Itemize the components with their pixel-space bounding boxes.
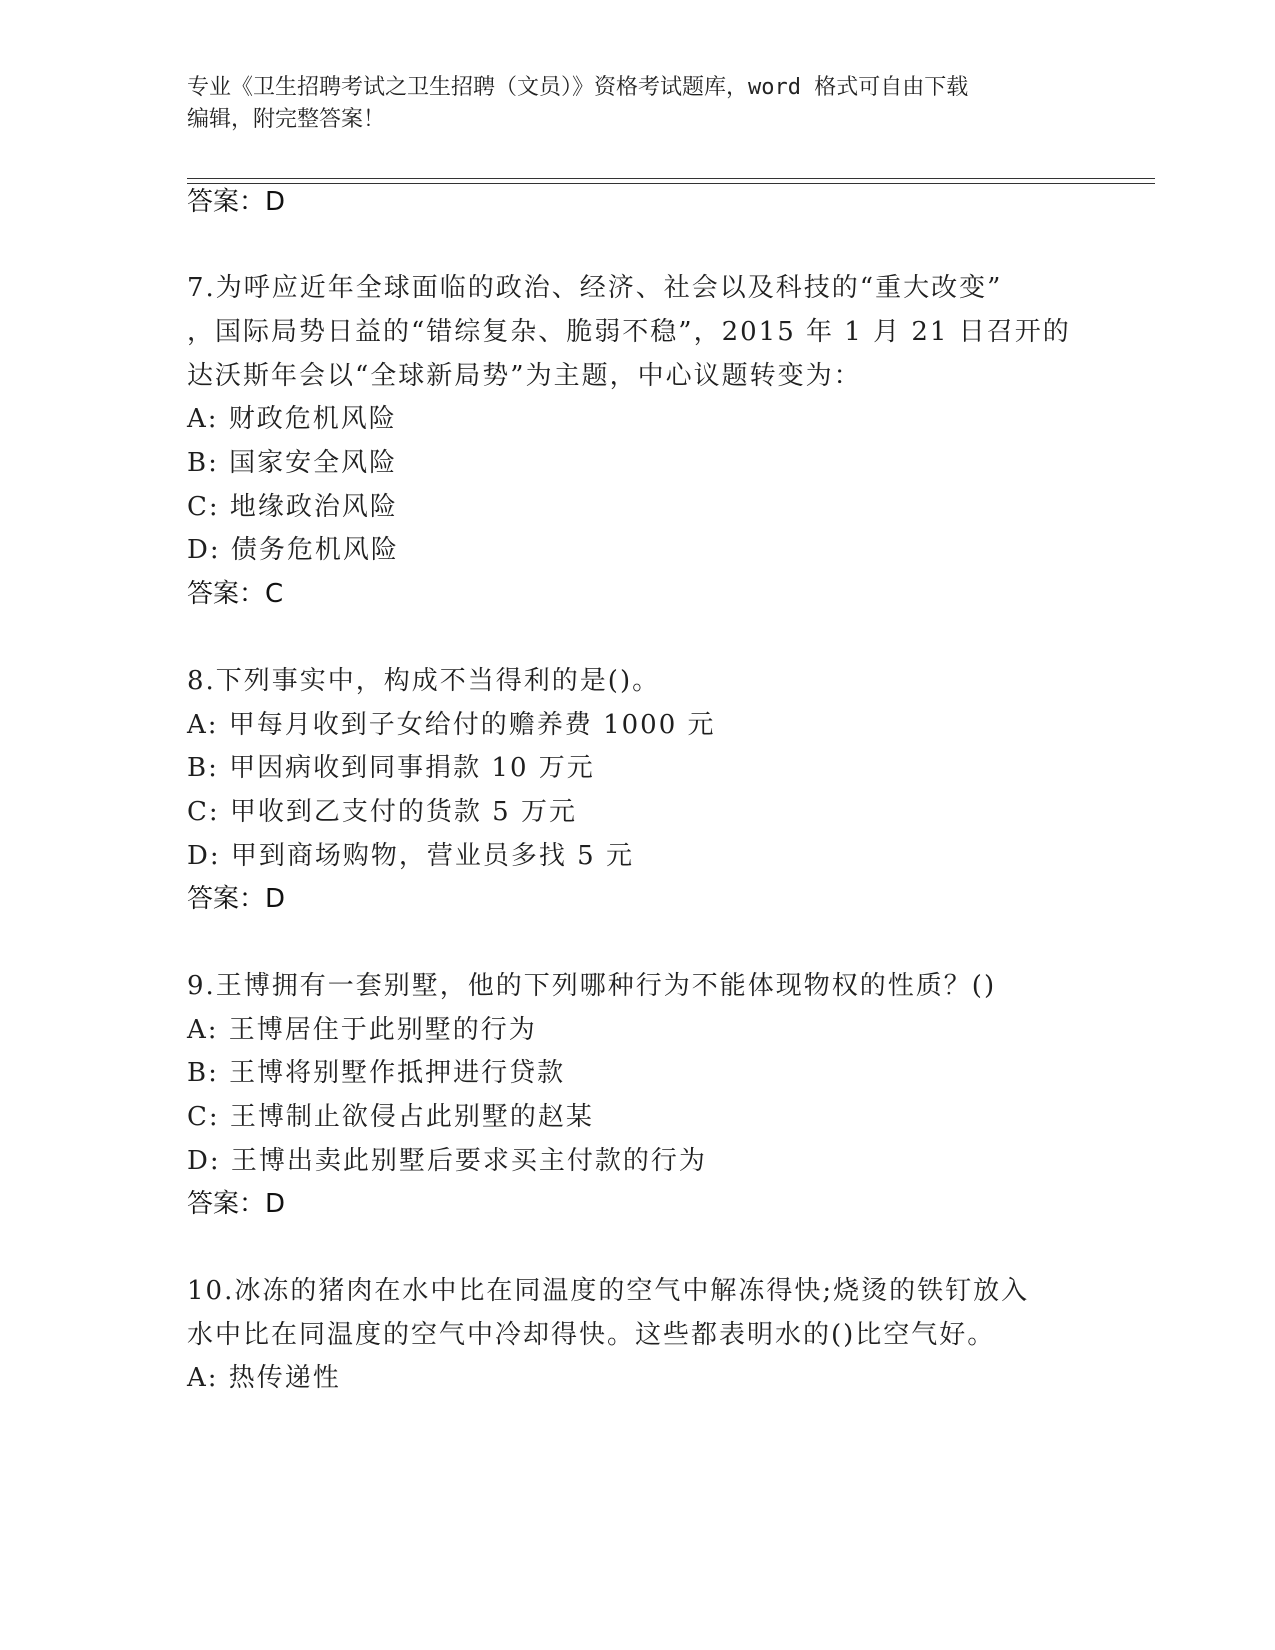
q9-answer: 答案：D xyxy=(187,1189,286,1219)
q7-line-2: ，国际局势日益的“错综复杂、脆弱不稳”，2015 年 1 月 21 日召开的 xyxy=(187,317,1071,347)
q8-option-a: A: 甲每月收到子女给付的赡养费 1000 元 xyxy=(187,710,716,740)
q8-option-d: D: 甲到商场购物，营业员多找 5 元 xyxy=(187,841,634,871)
q7-answer: 答案：C xyxy=(187,579,284,609)
q8-option-c: C: 甲收到乙支付的货款 5 万元 xyxy=(187,797,577,827)
q8-line-1: 8.下列事实中，构成不当得利的是()。 xyxy=(187,666,661,696)
q9-option-d: D: 王博出卖此别墅后要求买主付款的行为 xyxy=(187,1146,707,1176)
header-line-1: 专业《卫生招聘考试之卫生招聘（文员）》资格考试题库，word 格式可自由下载 xyxy=(187,75,969,100)
header-divider-top xyxy=(187,178,1155,179)
answer-prev: 答案：D xyxy=(187,187,286,217)
q9-option-a: A: 王博居住于此别墅的行为 xyxy=(187,1015,537,1045)
document-header xyxy=(187,72,1087,136)
q8-option-b: B: 甲因病收到同事捐款 10 万元 xyxy=(187,753,595,783)
q10-line-2: 水中比在同温度的空气中冷却得快。这些都表明水的()比空气好。 xyxy=(187,1320,996,1350)
q9-option-c: C: 王博制止欲侵占此别墅的赵某 xyxy=(187,1102,594,1132)
q7-option-c: C: 地缘政治风险 xyxy=(187,492,398,522)
header-line-2: 编辑，附完整答案！ xyxy=(187,107,386,132)
q7-option-d: D: 债务危机风险 xyxy=(187,535,399,565)
q9-line-1: 9.王博拥有一套别墅，他的下列哪种行为不能体现物权的性质？() xyxy=(187,971,997,1001)
q7-line-1: 7.为呼应近年全球面临的政治、经济、社会以及科技的“重大改变” xyxy=(187,273,1003,303)
q9-option-b: B: 王博将别墅作抵押进行贷款 xyxy=(187,1058,566,1088)
q8-answer: 答案：D xyxy=(187,884,286,914)
q7-line-3: 达沃斯年会以“全球新局势”为主题，中心议题转变为： xyxy=(187,361,862,391)
q7-option-a: A: 财政危机风险 xyxy=(187,404,397,434)
header-divider-bottom xyxy=(187,183,1155,184)
q7-option-b: B: 国家安全风险 xyxy=(187,448,398,478)
q10-line-1: 10.冰冻的猪肉在水中比在同温度的空气中解冻得快;烧烫的铁钉放入 xyxy=(187,1276,1030,1306)
q10-option-a: A: 热传递性 xyxy=(187,1363,341,1393)
